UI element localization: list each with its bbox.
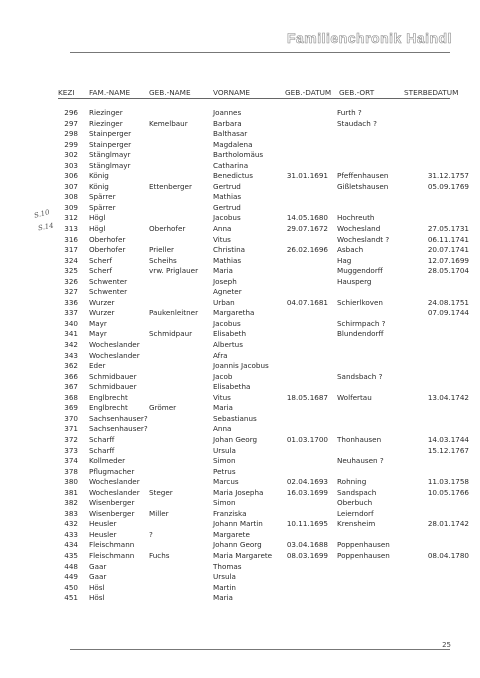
cell-geb-datum: 31.01.1691: [286, 171, 328, 181]
cell-fam-name: Schmidbauer: [89, 382, 137, 392]
table-row: [0, 530, 480, 541]
cell-kezi: 370: [64, 413, 78, 423]
cell-fam-name: Fleischmann: [89, 540, 135, 550]
table-row: [0, 221, 480, 235]
table-row: [0, 245, 480, 256]
cell-vorname: Johan Georg: [213, 434, 258, 444]
cell-geb-name: Prieller: [149, 245, 174, 255]
table-row: [0, 593, 480, 604]
cell-sterbedatum: 10.05.1766: [427, 487, 469, 497]
cell-fam-name: Riezinger: [89, 118, 123, 128]
cell-kezi: 341: [64, 329, 78, 339]
table-row: [0, 424, 480, 435]
col-header-geb-name: GEB.-NAME: [149, 88, 191, 97]
cell-kezi: 378: [64, 466, 78, 476]
cell-geb-ort: Gißletshausen: [337, 181, 389, 191]
cell-fam-name: König: [89, 181, 109, 191]
table-row: [0, 477, 480, 488]
cell-kezi: 451: [64, 593, 78, 603]
table-row: [0, 319, 480, 330]
cell-vorname: Maria Margarete: [213, 550, 273, 560]
cell-vorname: Marcus: [213, 477, 239, 487]
cell-geb-datum: 01.03.1700: [286, 434, 328, 444]
footer-rule: [70, 649, 450, 650]
cell-fam-name: Scharff: [89, 445, 115, 455]
cell-vorname: Magdalena: [213, 139, 253, 149]
cell-geb-datum: 26.02.1696: [286, 245, 328, 255]
table-row: [0, 382, 480, 393]
cell-vorname: Mathias: [213, 255, 242, 265]
cell-kezi: 303: [64, 160, 78, 170]
cell-fam-name: Hösl: [89, 582, 105, 592]
table-row: [0, 435, 480, 446]
table-row: [0, 266, 480, 277]
cell-vorname: Bartholomäus: [213, 150, 264, 160]
cell-vorname: Martin: [213, 582, 236, 592]
cell-geb-ort: Wocheslandt ?: [337, 234, 390, 244]
cell-sterbedatum: 07.09.1744: [427, 308, 469, 318]
cell-fam-name: Stänglmayr: [89, 150, 131, 160]
table-row: [0, 203, 480, 214]
cell-kezi: 449: [64, 572, 78, 582]
cell-geb-ort: Poppenhausen: [337, 550, 390, 560]
cell-fam-name: Wocheslander: [89, 487, 140, 497]
cell-fam-name: Fleischmann: [89, 550, 135, 560]
cell-vorname: Mathias: [213, 192, 242, 202]
cell-vorname: Thomas: [213, 561, 242, 571]
table-row: [0, 488, 480, 499]
cell-sterbedatum: 11.03.1758: [427, 477, 469, 487]
cell-vorname: Joannis Jacobus: [213, 361, 269, 371]
table-row: [0, 171, 480, 182]
cell-geb-name: Scheihs: [149, 255, 177, 265]
table-row: [0, 498, 480, 509]
cell-kezi: 383: [64, 508, 78, 518]
cell-kezi: 327: [64, 287, 78, 297]
cell-fam-name: Högl: [89, 224, 106, 234]
cell-vorname: Anna: [213, 224, 232, 234]
header-rule: [70, 52, 450, 53]
cell-kezi: 298: [64, 129, 78, 139]
cell-geb-ort: Wochesland: [337, 224, 381, 234]
cell-fam-name: Scherf: [89, 255, 112, 265]
cell-sterbedatum: 24.08.1751: [427, 297, 469, 307]
cell-kezi: 435: [64, 550, 78, 560]
cell-kezi: 368: [64, 392, 78, 402]
cell-geb-ort: Hag: [337, 255, 352, 265]
cell-geb-name: ?: [149, 529, 153, 539]
cell-sterbedatum: 12.07.1699: [427, 255, 469, 265]
handwritten-note: S.10: [33, 208, 51, 220]
cell-geb-datum: 03.04.1688: [286, 540, 328, 550]
cell-vorname: Franziska: [213, 508, 247, 518]
table-row: [0, 119, 480, 130]
cell-kezi: 381: [64, 487, 78, 497]
cell-geb-ort: Wolfertau: [337, 392, 372, 402]
cell-kezi: 369: [64, 403, 78, 413]
col-header-sterbedatum: STERBEDATUM: [404, 88, 459, 97]
cell-geb-name: vrw. Priglauer: [149, 266, 199, 276]
cell-sterbedatum: 08.04.1780: [427, 550, 469, 560]
cell-geb-datum: 08.03.1699: [286, 550, 328, 560]
page-number: 25: [442, 641, 451, 649]
cell-fam-name: Wocheslander: [89, 350, 140, 360]
cell-geb-name: Paukenleitner: [149, 308, 199, 318]
cell-kezi: 371: [64, 424, 78, 434]
cell-vorname: Simon: [213, 498, 236, 508]
cell-geb-datum: 10.11.1695: [286, 519, 328, 529]
cell-fam-name: Hösl: [89, 593, 105, 603]
cell-vorname: Jacob: [213, 371, 233, 381]
table-row: [0, 192, 480, 203]
cell-fam-name: Stainperger: [89, 139, 132, 149]
table-row: [0, 414, 480, 425]
cell-kezi: 325: [64, 266, 78, 276]
cell-kezi: 313: [64, 224, 78, 234]
cell-kezi: 312: [64, 213, 78, 223]
table-row: [0, 361, 480, 372]
cell-geb-ort: Poppenhausen: [337, 540, 390, 550]
cell-kezi: 309: [64, 202, 78, 212]
cell-vorname: Sebastianus: [213, 413, 257, 423]
cell-vorname: Jacobus: [213, 318, 241, 328]
cell-fam-name: Oberhofer: [89, 234, 126, 244]
cell-geb-ort: Schirmpach ?: [337, 318, 386, 328]
table-row: [0, 393, 480, 404]
cell-fam-name: Gaar: [89, 561, 107, 571]
cell-fam-name: Sachsenhauser?: [89, 424, 148, 434]
table-row: [0, 540, 480, 551]
cell-fam-name: Schmidbauer: [89, 371, 137, 381]
cell-kezi: 299: [64, 139, 78, 149]
cell-kezi: 296: [64, 108, 78, 117]
cell-sterbedatum: 20.07.1741: [427, 245, 469, 255]
cell-sterbedatum: 06.11.1741: [427, 234, 469, 244]
cell-vorname: Benedictus: [213, 171, 253, 181]
cell-fam-name: Wurzer: [89, 297, 115, 307]
cell-fam-name: Stänglmayr: [89, 160, 131, 170]
cell-fam-name: Mayr: [89, 318, 107, 328]
table-row: [0, 287, 480, 298]
cell-fam-name: Englbrecht: [89, 403, 128, 413]
cell-geb-name: Ettenberger: [149, 181, 192, 191]
cell-geb-ort: Krensheim: [337, 519, 376, 529]
cell-vorname: Elisabeth: [213, 329, 247, 339]
cell-kezi: 362: [64, 361, 78, 371]
cell-kezi: 340: [64, 318, 78, 328]
cell-fam-name: Scharff: [89, 434, 115, 444]
table-row: [0, 298, 480, 309]
cell-kezi: 367: [64, 382, 78, 392]
cell-geb-name: Grömer: [149, 403, 177, 413]
cell-fam-name: Wisenberger: [89, 508, 135, 518]
cell-kezi: 336: [64, 297, 78, 307]
page-header-title: Familienchronik Haindl: [286, 30, 452, 46]
table-row: [0, 329, 480, 340]
cell-vorname: Maria: [213, 593, 233, 603]
cell-fam-name: Wocheslander: [89, 477, 140, 487]
cell-geb-name: Oberhofer: [149, 224, 186, 234]
cell-geb-ort: Pfeffenhausen: [337, 171, 389, 181]
cell-fam-name: Oberhofer: [89, 245, 126, 255]
cell-geb-ort: Rohning: [337, 477, 367, 487]
cell-vorname: Anna: [213, 424, 232, 434]
cell-kezi: 326: [64, 276, 78, 286]
cell-kezi: 382: [64, 498, 78, 508]
cell-geb-datum: 14.05.1680: [286, 213, 328, 223]
table-row: [0, 277, 480, 288]
cell-vorname: Gertrud: [213, 202, 241, 212]
table-row: [0, 256, 480, 267]
cell-sterbedatum: 15.12.1767: [427, 445, 469, 455]
cell-geb-ort: Leierndorf: [337, 508, 374, 518]
cell-kezi: 373: [64, 445, 78, 455]
cell-geb-name: Schmidpaur: [149, 329, 193, 339]
cell-sterbedatum: 05.09.1769: [427, 181, 469, 191]
cell-fam-name: Wisenberger: [89, 498, 135, 508]
table-row: [0, 340, 480, 351]
cell-kezi: 337: [64, 308, 78, 318]
cell-fam-name: Sachsenhauser?: [89, 413, 148, 423]
cell-geb-ort: Asbach: [337, 245, 364, 255]
cell-vorname: Christina: [213, 245, 246, 255]
table-row: [0, 213, 480, 224]
cell-sterbedatum: 28.01.1742: [427, 519, 469, 529]
cell-geb-ort: Sandsbach ?: [337, 371, 383, 381]
table-row: [0, 235, 480, 246]
table-row: [0, 372, 480, 383]
cell-geb-ort: Staudach ?: [337, 118, 377, 128]
cell-vorname: Gertrud: [213, 181, 241, 191]
table-row: [0, 308, 480, 319]
cell-geb-ort: Hausperg: [337, 276, 372, 286]
cell-geb-ort: Neuhausen ?: [337, 456, 384, 466]
cell-geb-datum: 02.04.1693: [286, 477, 328, 487]
table-row: [0, 562, 480, 573]
cell-kezi: 324: [64, 255, 78, 265]
cell-fam-name: Wurzer: [89, 308, 115, 318]
cell-vorname: Joseph: [213, 276, 237, 286]
cell-geb-name: Miller: [149, 508, 169, 518]
col-header-fam-name: FAM.-NAME: [89, 88, 131, 97]
cell-kezi: 432: [64, 519, 78, 529]
cell-geb-datum: 16.03.1699: [286, 487, 328, 497]
table-row: [0, 446, 480, 457]
cell-fam-name: Mayr: [89, 329, 107, 339]
cell-geb-ort: Blundendorff: [337, 329, 384, 339]
cell-vorname: Urban: [213, 297, 235, 307]
cell-vorname: Barbara: [213, 118, 242, 128]
cell-vorname: Afra: [213, 350, 228, 360]
cell-kezi: 374: [64, 456, 78, 466]
cell-fam-name: Stainperger: [89, 129, 132, 139]
cell-kezi: 306: [64, 171, 78, 181]
cell-kezi: 450: [64, 582, 78, 592]
cell-kezi: 434: [64, 540, 78, 550]
cell-vorname: Elisabetha: [213, 382, 251, 392]
cell-vorname: Maria: [213, 403, 233, 413]
cell-vorname: Jacobus: [213, 213, 241, 223]
cell-geb-ort: Sandspach: [337, 487, 377, 497]
cell-fam-name: Eder: [89, 361, 106, 371]
cell-fam-name: Riezinger: [89, 108, 123, 117]
column-header-rule: [58, 98, 450, 99]
cell-vorname: Albertus: [213, 340, 243, 350]
table-row: [0, 403, 480, 414]
table-row: [0, 140, 480, 151]
cell-geb-name: Kemelbaur: [149, 118, 188, 128]
cell-sterbedatum: 14.03.1744: [427, 434, 469, 444]
cell-vorname: Margaretha: [213, 308, 255, 318]
cell-geb-ort: Hochreuth: [337, 213, 375, 223]
cell-fam-name: Kollmeder: [89, 456, 126, 466]
genealogy-table: [0, 108, 480, 604]
cell-geb-datum: 29.07.1672: [286, 224, 328, 234]
table-row: [0, 150, 480, 161]
cell-geb-datum: 18.05.1687: [286, 392, 328, 402]
cell-kezi: 316: [64, 234, 78, 244]
cell-fam-name: König: [89, 171, 109, 181]
table-row: [0, 108, 480, 119]
cell-kezi: 366: [64, 371, 78, 381]
cell-kezi: 372: [64, 434, 78, 444]
cell-kezi: 297: [64, 118, 78, 128]
cell-vorname: Johann Georg: [213, 540, 262, 550]
cell-kezi: 307: [64, 181, 78, 191]
cell-geb-ort: Furth ?: [337, 108, 362, 117]
table-row: [0, 509, 480, 520]
col-header-vorname: VORNAME: [213, 88, 251, 97]
cell-vorname: Vitus: [213, 234, 231, 244]
cell-geb-ort: Oberbuch: [337, 498, 373, 508]
cell-vorname: Petrus: [213, 466, 236, 476]
cell-kezi: 433: [64, 529, 78, 539]
cell-vorname: Ursula: [213, 572, 236, 582]
cell-fam-name: Pflugmacher: [89, 466, 135, 476]
table-row: [0, 456, 480, 467]
cell-fam-name: Gaar: [89, 572, 107, 582]
cell-geb-datum: 04.07.1681: [286, 297, 328, 307]
table-row: [0, 182, 480, 193]
cell-vorname: Vitus: [213, 392, 231, 402]
cell-vorname: Balthasar: [213, 129, 248, 139]
cell-geb-ort: Schierlkoven: [337, 297, 383, 307]
cell-kezi: 302: [64, 150, 78, 160]
cell-fam-name: Schwenter: [89, 276, 128, 286]
table-row: [0, 129, 480, 140]
cell-geb-ort: Muggendorff: [337, 266, 383, 276]
table-row: [0, 551, 480, 562]
col-header-geb-datum: GEB.-DATUM: [285, 88, 332, 97]
cell-kezi: 308: [64, 192, 78, 202]
table-row: [0, 467, 480, 478]
cell-fam-name: Wocheslander: [89, 340, 140, 350]
col-header-kezi: KEZI: [58, 88, 75, 97]
cell-vorname: Maria: [213, 266, 233, 276]
cell-vorname: Agneter: [213, 287, 242, 297]
table-row: [0, 161, 480, 172]
cell-vorname: Margarete: [213, 529, 250, 539]
cell-fam-name: Spärrer: [89, 192, 116, 202]
cell-kezi: 317: [64, 245, 78, 255]
table-row: [0, 519, 480, 530]
handwritten-note: S.14: [37, 221, 55, 233]
cell-kezi: 342: [64, 340, 78, 350]
col-header-geb-ort: GEB.-ORT: [339, 88, 375, 97]
cell-sterbedatum: 27.05.1731: [427, 224, 469, 234]
table-row: [0, 351, 480, 362]
table-row: [0, 583, 480, 594]
cell-sterbedatum: 31.12.1757: [427, 171, 469, 181]
cell-fam-name: Englbrecht: [89, 392, 128, 402]
cell-kezi: 343: [64, 350, 78, 360]
cell-fam-name: Schwenter: [89, 287, 128, 297]
cell-geb-name: Fuchs: [149, 550, 170, 560]
cell-fam-name: Heusler: [89, 529, 117, 539]
cell-vorname: Joannes: [213, 108, 242, 117]
cell-geb-name: Steger: [149, 487, 173, 497]
cell-kezi: 448: [64, 561, 78, 571]
cell-sterbedatum: 13.04.1742: [427, 392, 469, 402]
table-row: [0, 572, 480, 583]
cell-fam-name: Scherf: [89, 266, 112, 276]
cell-sterbedatum: 28.05.1704: [427, 266, 469, 276]
cell-fam-name: Högl: [89, 213, 106, 223]
cell-fam-name: Heusler: [89, 519, 117, 529]
cell-kezi: 380: [64, 477, 78, 487]
cell-geb-ort: Thonhausen: [337, 434, 382, 444]
cell-vorname: Catharina: [213, 160, 249, 170]
cell-vorname: Johann Martin: [213, 519, 263, 529]
cell-vorname: Simon: [213, 456, 236, 466]
cell-fam-name: Spärrer: [89, 202, 116, 212]
cell-vorname: Ursula: [213, 445, 236, 455]
cell-vorname: Maria Josepha: [213, 487, 264, 497]
